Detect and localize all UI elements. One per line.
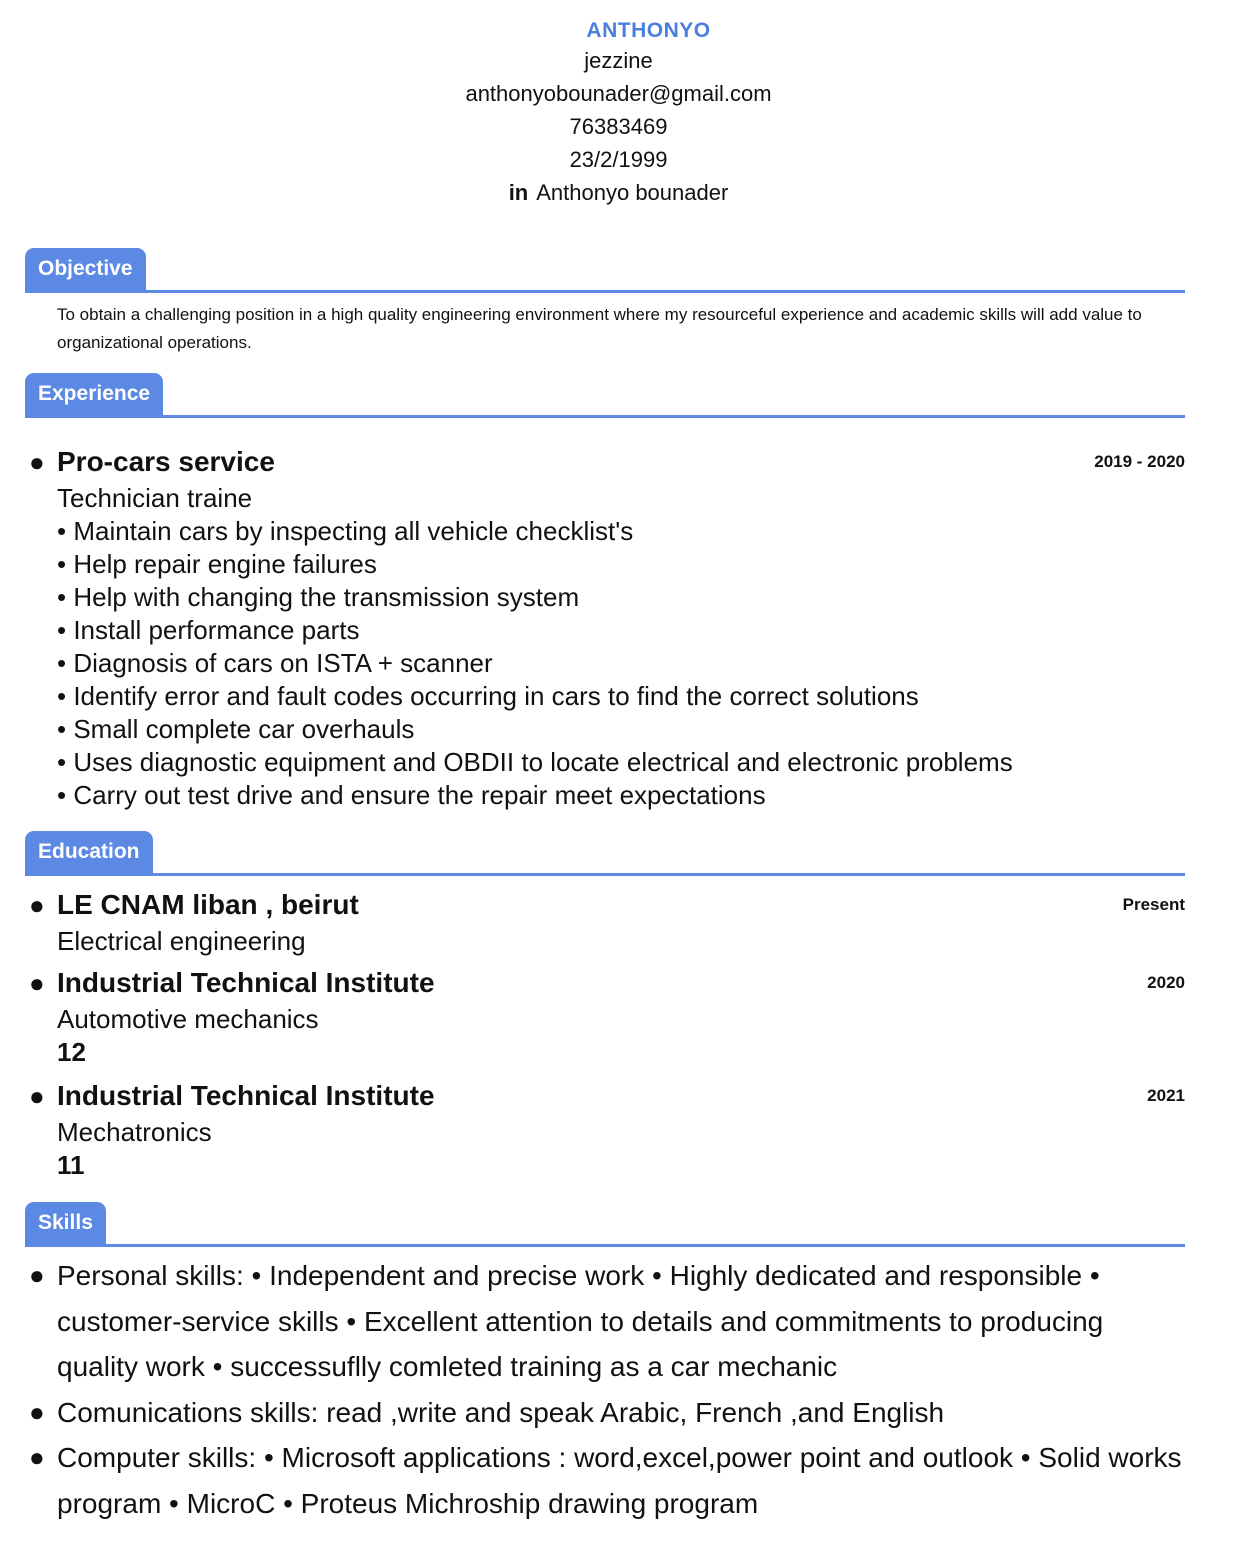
list-item: • Install performance parts xyxy=(57,615,360,645)
bullet-icon: ● xyxy=(29,1081,45,1111)
responsibilities-list xyxy=(57,515,1185,812)
list-item: • Small complete car overhauls xyxy=(57,714,415,744)
education-section xyxy=(25,829,1185,1182)
objective-section xyxy=(25,246,1185,357)
education-date: 2020 xyxy=(1147,973,1185,992)
list-item: • Help with changing the transmission system xyxy=(57,582,580,612)
bullet-icon: ● xyxy=(29,447,45,477)
list-item: • Uses diagnostic equipment and OBDII to locate electrical and electronic problems xyxy=(57,747,1013,777)
bullet-icon: ● xyxy=(29,890,45,920)
list-item xyxy=(25,1253,1185,1390)
job-role: Technician traine xyxy=(57,483,253,513)
field-of-study: Automotive mechanics xyxy=(57,1004,319,1034)
grade: 12 xyxy=(57,1037,86,1067)
skills-section xyxy=(25,1200,1185,1526)
field-of-study: Mechatronics xyxy=(57,1117,212,1147)
school-name: Industrial Technical Institute xyxy=(57,1080,435,1111)
bullet-icon: ● xyxy=(29,1260,45,1290)
list-item: • Maintain cars by inspecting all vehicle checklist's xyxy=(57,516,634,546)
linkedin[interactable] xyxy=(0,176,1237,209)
objective-heading: Objective xyxy=(25,248,146,290)
education-heading: Education xyxy=(25,831,153,873)
list-item: • Help repair engine failures xyxy=(57,549,377,579)
objective-text: To obtain a challenging position in a high quality engineering environment where my resourceful experience and academic skills will add value to organizational operations. xyxy=(57,305,1142,352)
education-entry xyxy=(25,885,1185,958)
skill-text: Computer skills: • Microsoft applications : word,excel,power point and outlook • Solid works program • MicroC • Proteus Michroship drawing program xyxy=(57,1442,1182,1519)
list-item: • Carry out test drive and ensure the repair meet expectations xyxy=(57,780,766,810)
candidate-name: ANTHONYO xyxy=(586,19,711,42)
list-item xyxy=(25,1390,1185,1436)
school-name: LE CNAM liban , beirut xyxy=(57,889,359,920)
skill-text: Comunications skills: read ,write and speak Arabic, French ,and English xyxy=(57,1396,945,1428)
education-date: Present xyxy=(1122,895,1185,914)
bullet-icon: ● xyxy=(29,1396,45,1427)
bullet-icon: ● xyxy=(29,1442,45,1472)
skill-text: Personal skills: • Independent and precise work • Highly dedicated and responsible • customer-service skills • Excellent attention to details and commitments to producing quality work • successuflly comleted training as a car mechanic xyxy=(57,1260,1104,1382)
experience-entry xyxy=(25,442,1185,812)
school-name: Industrial Technical Institute xyxy=(57,967,435,998)
education-date: 2021 xyxy=(1147,1086,1185,1105)
email[interactable]: anthonyobounader@gmail.com xyxy=(465,81,772,106)
phone: 76383469 xyxy=(569,114,668,139)
resume-header xyxy=(0,0,1237,209)
list-item xyxy=(25,1435,1185,1526)
grade: 11 xyxy=(57,1150,85,1180)
education-entry xyxy=(25,1076,1185,1182)
education-entry xyxy=(25,963,1185,1069)
linkedin-icon: in xyxy=(508,180,529,205)
company-name: Pro-cars service xyxy=(57,446,275,477)
bullet-icon: ● xyxy=(29,968,45,998)
experience-section xyxy=(25,371,1185,812)
list-item: • Diagnosis of cars on ISTA + scanner xyxy=(57,648,493,678)
skills-heading: Skills xyxy=(25,1202,106,1244)
skills-list xyxy=(25,1253,1185,1526)
field-of-study: Electrical engineering xyxy=(57,926,306,956)
list-item: • Identify error and fault codes occurring in cars to find the correct solutions xyxy=(57,681,919,711)
linkedin-name: Anthonyo bounader xyxy=(536,180,729,205)
location: jezzine xyxy=(584,48,653,73)
experience-heading: Experience xyxy=(25,373,163,415)
date-of-birth: 23/2/1999 xyxy=(569,147,668,172)
experience-dates: 2019 - 2020 xyxy=(1094,452,1185,471)
